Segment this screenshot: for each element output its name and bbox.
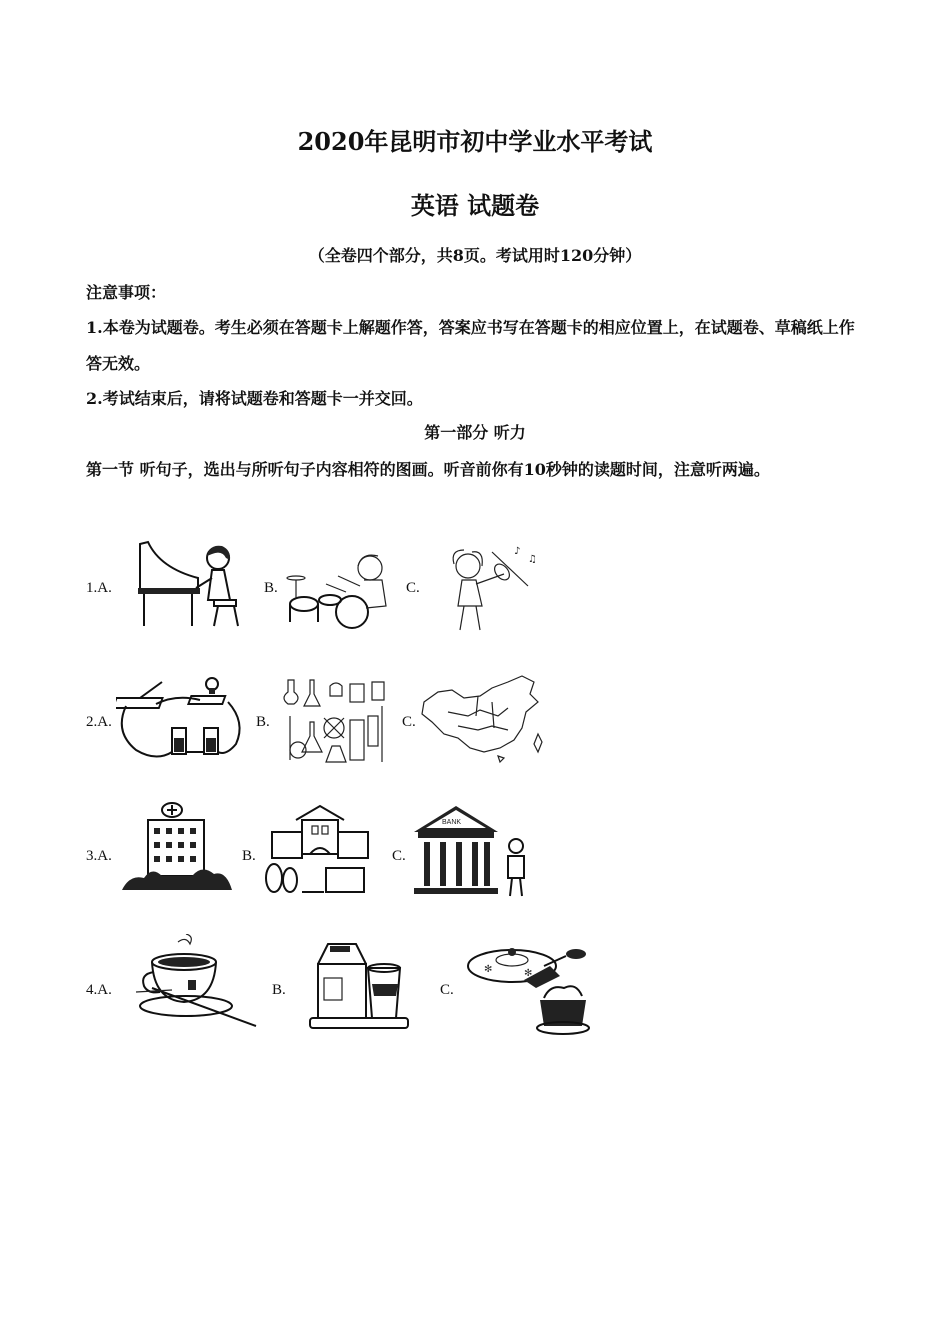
paper-subtitle: 英语 试题卷: [410, 191, 540, 220]
q4-coffee-picture: [132, 934, 260, 1028]
notice-item-1: 1.本卷为试题卷。考生必须在答题卡上解题作答，答案应书写在答题卡的相应位置上，在试题卷、草稿纸上作答无效。: [86, 318, 855, 373]
q4-milk-picture: [308, 938, 412, 1030]
q2-lab-equipment-picture: [280, 676, 394, 766]
q2-circuit-picture: [116, 672, 250, 764]
svg-text:♪: ♪: [514, 546, 521, 557]
q4-tea-and-cake-picture: [464, 936, 592, 1036]
q2-option-c-label: C.: [402, 714, 416, 730]
q2-map-picture: [418, 672, 550, 764]
q1-option-a-label: 1.A.: [86, 580, 112, 596]
q4-option-c-label: C.: [440, 982, 454, 998]
notice-item-2: 2.考试结束后，请将试题卷和答题卡一并交回。: [86, 389, 423, 408]
part1-heading: 第一部分 听力: [424, 423, 526, 442]
exam-title: 2020年昆明市初中学业水平考试: [297, 127, 653, 156]
exam-note: （全卷四个部分，共8页。考试用时120分钟）: [308, 246, 642, 265]
svg-text:✻: ✻: [524, 968, 533, 979]
q1-drums-picture: [286, 546, 394, 630]
q2-option-b-label: B.: [256, 714, 270, 730]
q1-option-b-label: B.: [264, 580, 278, 596]
svg-text:✻: ✻: [484, 964, 493, 975]
bank-sign-text: BANK: [442, 819, 462, 826]
q3-bank-picture: [412, 802, 536, 898]
q3-hospital-picture: [122, 800, 234, 894]
q1-piano-picture: [134, 538, 249, 630]
notice-heading: 注意事项：: [86, 283, 167, 302]
q3-school-picture: [262, 802, 374, 896]
q1-violin-picture: [432, 542, 542, 634]
q2-option-a-label: 2.A.: [86, 714, 112, 730]
section1-instructions: 第一节 听句子，选出与所听句子内容相符的图画。听音前你有10秒钟的读题时间，注意听两遍。: [86, 460, 770, 479]
q3-option-a-label: 3.A.: [86, 848, 112, 864]
svg-text:♫: ♫: [528, 554, 537, 565]
q4-option-b-label: B.: [272, 982, 286, 998]
q3-option-c-label: C.: [392, 848, 406, 864]
q1-option-c-label: C.: [406, 580, 420, 596]
q4-option-a-label: 4.A.: [86, 982, 112, 998]
q3-option-b-label: B.: [242, 848, 256, 864]
